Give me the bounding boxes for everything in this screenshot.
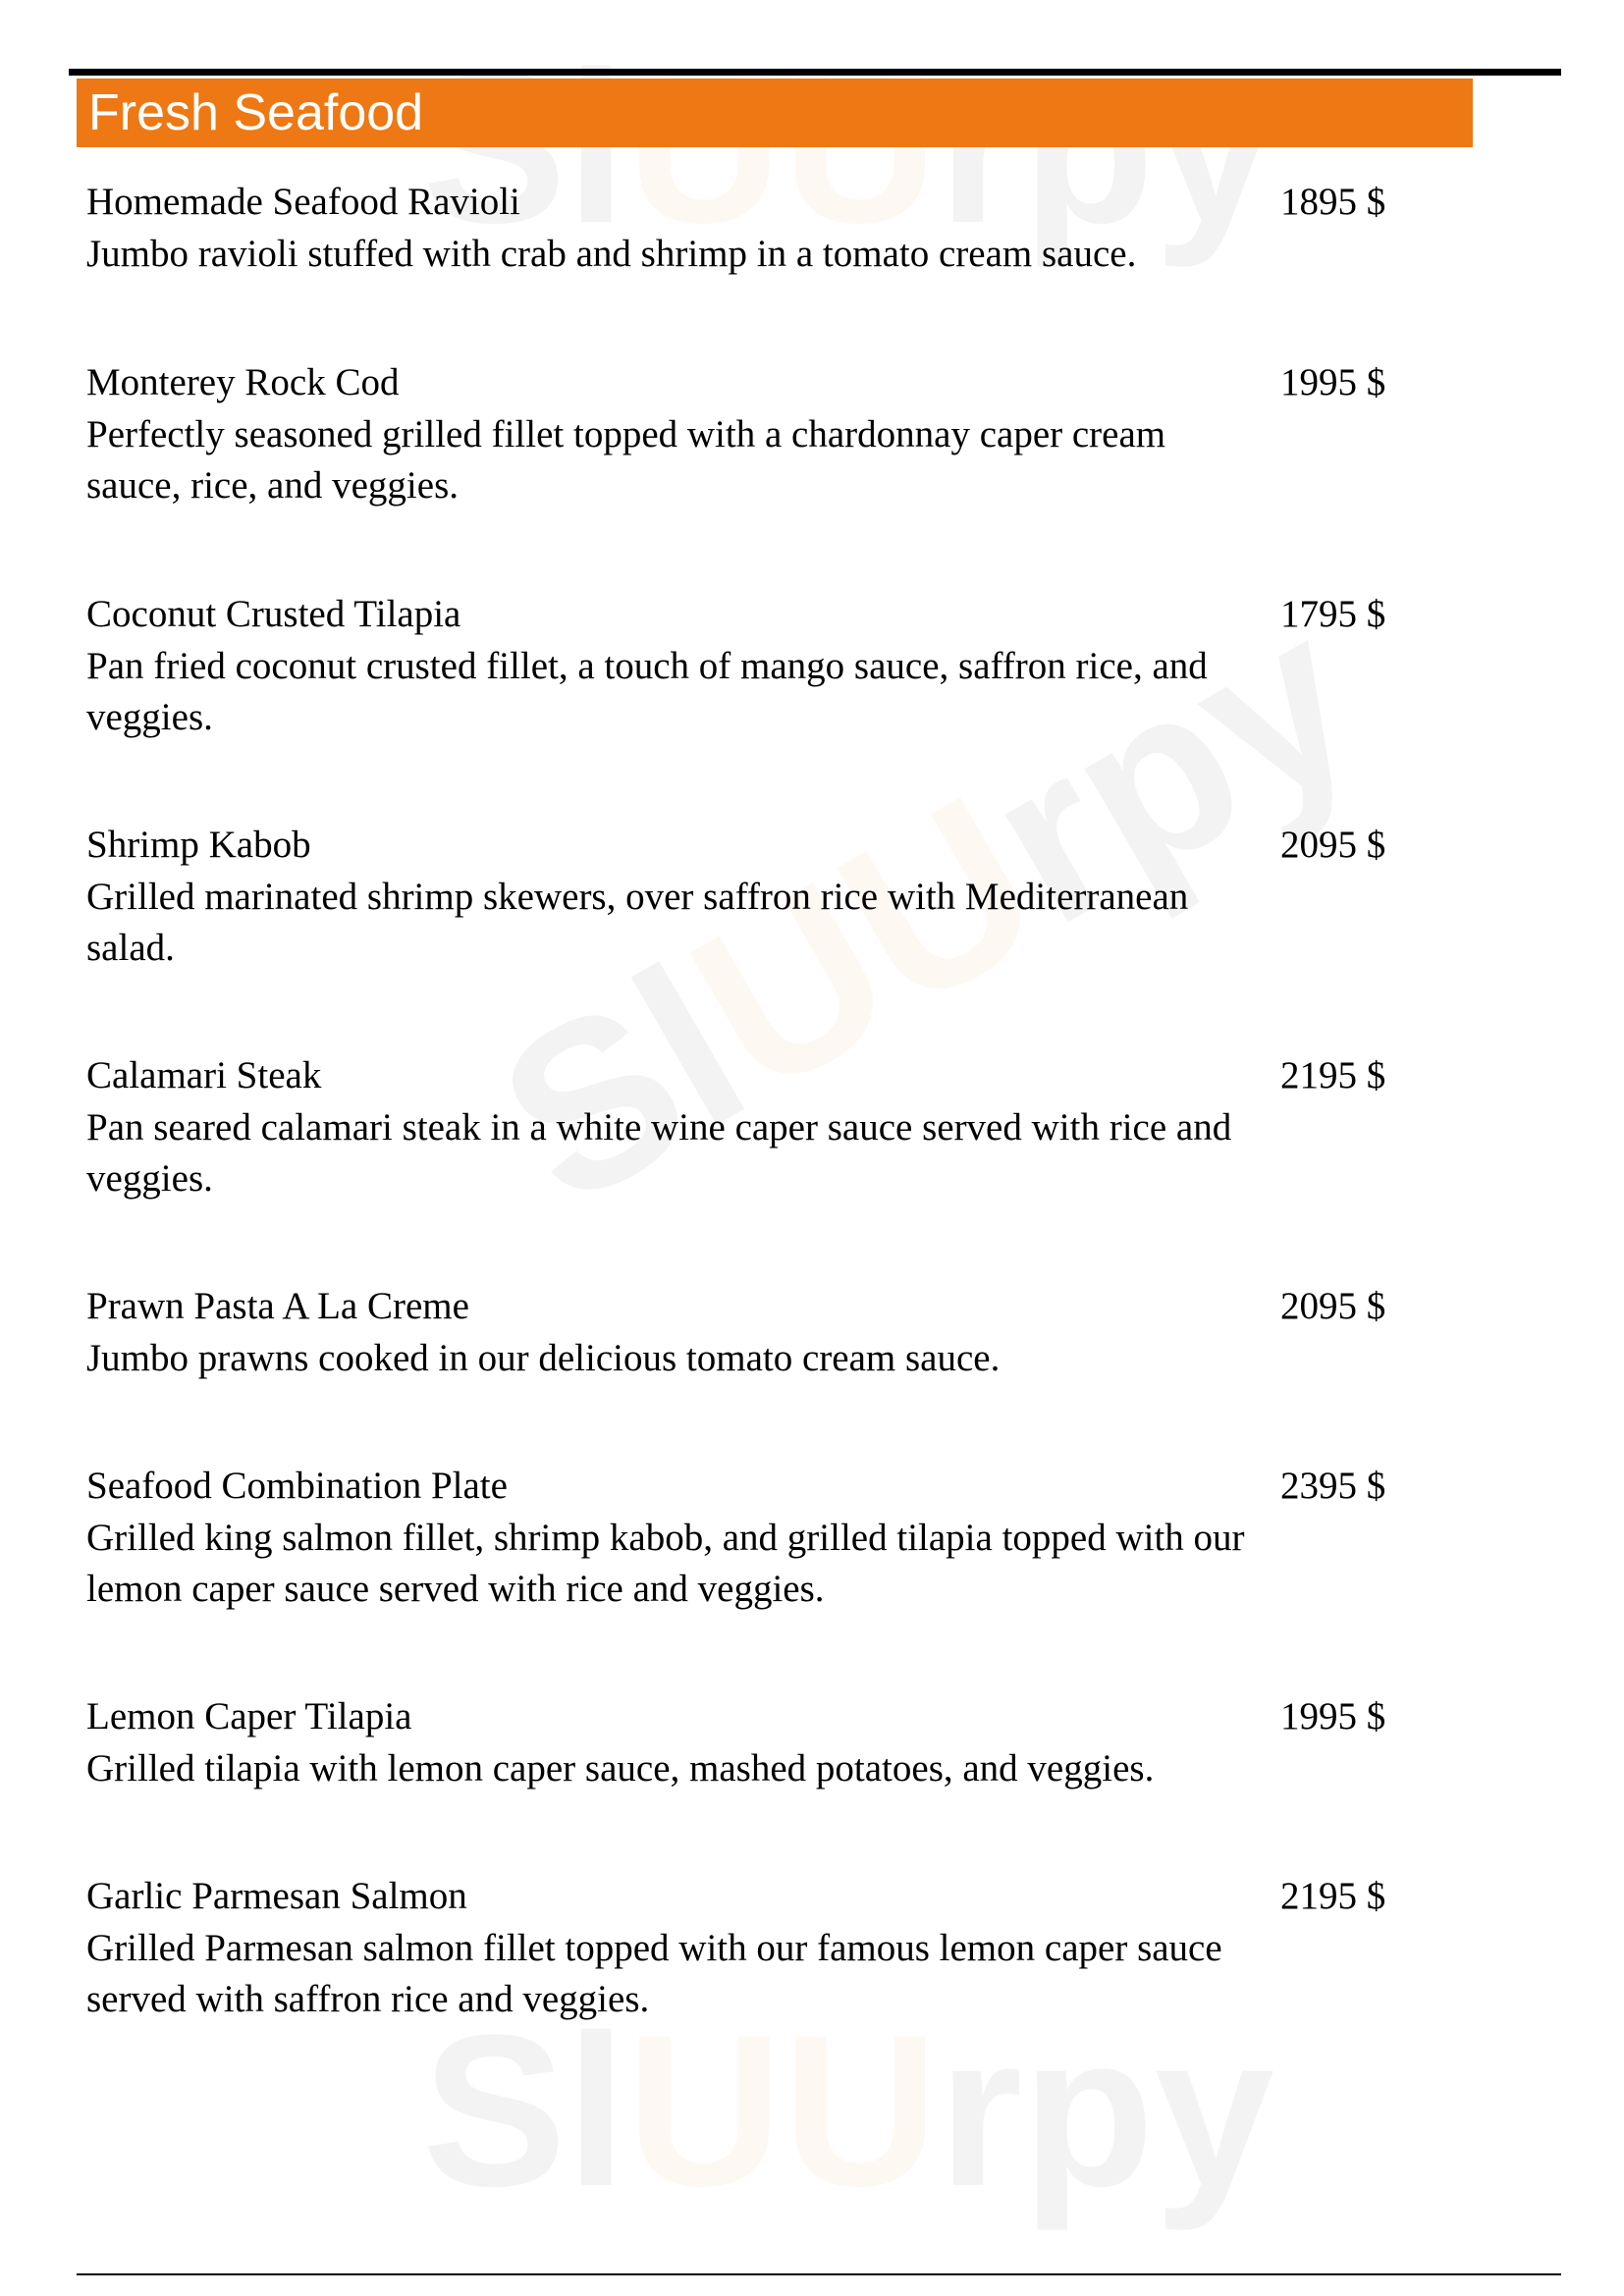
item-name: Monterey Rock Cod [86,361,400,403]
item-description: Perfectly seasoned grilled fillet topped with a chardonnay caper cream sauce, rice, and veggies. [86,412,1166,507]
item-price: 1995 $ [1280,1695,1386,1737]
item-price: 1795 $ [1280,593,1386,635]
top-rule [69,69,1561,76]
menu-item [86,820,1402,975]
item-price: 2195 $ [1280,1054,1386,1096]
item-price: 2195 $ [1280,1875,1386,1917]
item-name: Prawn Pasta A La Creme [86,1285,469,1327]
item-price: 2095 $ [1280,1285,1386,1327]
bottom-rule [77,2273,1561,2275]
menu-item [86,1691,1402,1794]
item-name: Lemon Caper Tilapia [86,1695,412,1737]
item-description: Grilled king salmon fillet, shrimp kabob, and grilled tilapia topped with our lemon caper sauce served with rice and veggies. [86,1516,1245,1610]
item-name: Garlic Parmesan Salmon [86,1875,467,1917]
menu-item [86,177,1402,280]
item-price: 1895 $ [1280,181,1386,223]
item-description: Pan fried coconut crusted fillet, a touch of mango sauce, saffron rice, and veggies. [86,644,1208,738]
item-name: Calamari Steak [86,1054,322,1096]
item-price: 2095 $ [1280,824,1386,866]
menu-item [86,1281,1402,1384]
item-description: Grilled Parmesan salmon fillet topped with our famous lemon caper sauce served with saffron rice and veggies. [86,1926,1222,2020]
menu-item [86,1461,1402,1616]
item-description: Jumbo prawns cooked in our delicious tomato cream sauce. [86,1336,1001,1379]
item-description: Pan seared calamari steak in a white wine caper sauce served with rice and veggies. [86,1105,1232,1200]
item-description: Grilled tilapia with lemon caper sauce, mashed potatoes, and veggies. [86,1746,1155,1789]
item-name: Coconut Crusted Tilapia [86,593,461,635]
item-name: Seafood Combination Plate [86,1465,508,1507]
item-description: Grilled marinated shrimp skewers, over saffron rice with Mediterranean salad. [86,875,1189,969]
item-description: Jumbo ravioli stuffed with crab and shrimp in a tomato cream sauce. [86,232,1137,275]
watermark-logo [422,1993,1274,2228]
section-title: Fresh Seafood [88,84,424,141]
item-price: 1995 $ [1280,361,1386,403]
menu-item [86,589,1402,744]
menu-item [86,1871,1402,2026]
menu-item [86,1050,1402,1205]
menu-item [86,357,1402,512]
item-name: Shrimp Kabob [86,824,311,866]
section-header [77,79,1473,147]
item-name: Homemade Seafood Ravioli [86,181,520,223]
item-price: 2395 $ [1280,1465,1386,1507]
